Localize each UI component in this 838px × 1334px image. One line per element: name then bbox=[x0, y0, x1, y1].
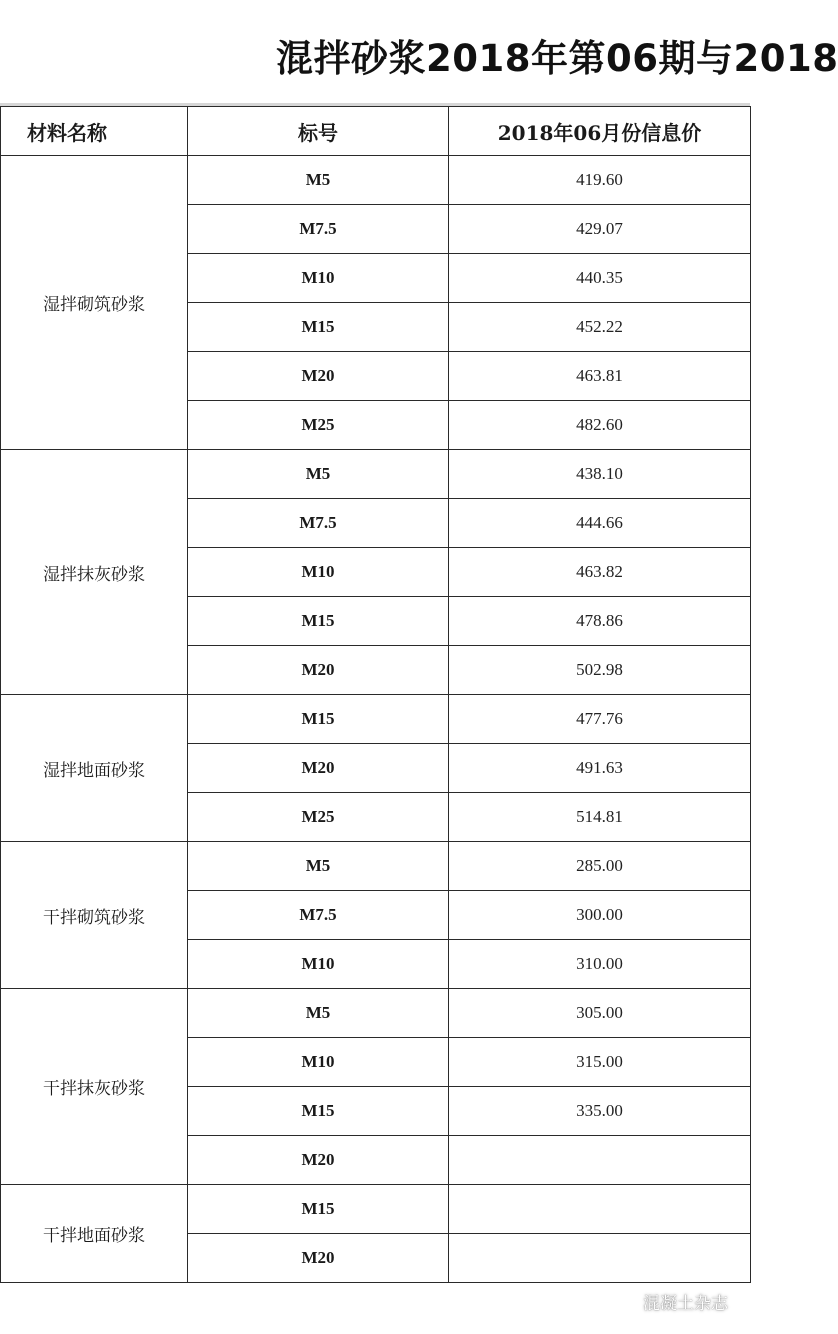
price-cell: 335.00 bbox=[449, 1087, 751, 1136]
table-row bbox=[1, 842, 751, 891]
grade-cell: M15 bbox=[188, 303, 449, 352]
column-header-name: 材料名称 bbox=[1, 107, 188, 156]
price-cell: 300.00 bbox=[449, 891, 751, 940]
price-cell: 463.82 bbox=[449, 548, 751, 597]
grade-cell: M7.5 bbox=[188, 891, 449, 940]
grade-cell: M20 bbox=[188, 1136, 449, 1185]
watermark bbox=[613, 1289, 728, 1314]
price-cell: 305.00 bbox=[449, 989, 751, 1038]
price-cell: 440.35 bbox=[449, 254, 751, 303]
price-cell bbox=[449, 1136, 751, 1185]
grade-cell: M15 bbox=[188, 1087, 449, 1136]
grade-cell: M7.5 bbox=[188, 205, 449, 254]
price-cell: 429.07 bbox=[449, 205, 751, 254]
price-cell: 310.00 bbox=[449, 940, 751, 989]
price-cell: 482.60 bbox=[449, 401, 751, 450]
grade-cell: M15 bbox=[188, 1185, 449, 1234]
document-title: 混拌砂浆2018年第06期与2018 bbox=[276, 37, 838, 80]
grade-cell: M20 bbox=[188, 744, 449, 793]
material-name-cell: 湿拌地面砂浆 bbox=[1, 695, 188, 842]
table-body bbox=[1, 156, 751, 1283]
grade-cell: M15 bbox=[188, 597, 449, 646]
material-name-cell: 干拌地面砂浆 bbox=[1, 1185, 188, 1283]
grade-cell: M5 bbox=[188, 842, 449, 891]
price-cell: 452.22 bbox=[449, 303, 751, 352]
price-cell: 438.10 bbox=[449, 450, 751, 499]
table-row bbox=[1, 695, 751, 744]
price-table bbox=[0, 106, 751, 1283]
material-name-cell: 干拌砌筑砂浆 bbox=[1, 842, 188, 989]
price-cell: 477.76 bbox=[449, 695, 751, 744]
wechat-icon bbox=[613, 1292, 637, 1312]
grade-cell: M25 bbox=[188, 401, 449, 450]
table-row bbox=[1, 1185, 751, 1234]
grade-cell: M25 bbox=[188, 793, 449, 842]
material-name-cell: 湿拌砌筑砂浆 bbox=[1, 156, 188, 450]
table-row bbox=[1, 450, 751, 499]
price-cell: 285.00 bbox=[449, 842, 751, 891]
grade-cell: M20 bbox=[188, 646, 449, 695]
material-name-cell: 湿拌抹灰砂浆 bbox=[1, 450, 188, 695]
grade-cell: M10 bbox=[188, 940, 449, 989]
grade-cell: M20 bbox=[188, 352, 449, 401]
price-cell: 478.86 bbox=[449, 597, 751, 646]
column-header-grade: 标号 bbox=[188, 107, 449, 156]
price-cell: 514.81 bbox=[449, 793, 751, 842]
table-header-row bbox=[1, 107, 751, 156]
table-row bbox=[1, 156, 751, 205]
price-cell: 444.66 bbox=[449, 499, 751, 548]
watermark-text: 混凝土杂志 bbox=[643, 1294, 728, 1314]
grade-cell: M5 bbox=[188, 450, 449, 499]
grade-cell: M5 bbox=[188, 989, 449, 1038]
price-cell: 463.81 bbox=[449, 352, 751, 401]
price-cell: 502.98 bbox=[449, 646, 751, 695]
material-name-cell: 干拌抹灰砂浆 bbox=[1, 989, 188, 1185]
column-header-price: 2018年06月份信息价 bbox=[449, 107, 751, 156]
price-cell bbox=[449, 1234, 751, 1283]
grade-cell: M10 bbox=[188, 548, 449, 597]
table-row bbox=[1, 989, 751, 1038]
price-cell: 315.00 bbox=[449, 1038, 751, 1087]
grade-cell: M5 bbox=[188, 156, 449, 205]
grade-cell: M10 bbox=[188, 254, 449, 303]
price-cell bbox=[449, 1185, 751, 1234]
grade-cell: M7.5 bbox=[188, 499, 449, 548]
grade-cell: M10 bbox=[188, 1038, 449, 1087]
price-cell: 419.60 bbox=[449, 156, 751, 205]
grade-cell: M20 bbox=[188, 1234, 449, 1283]
price-cell: 491.63 bbox=[449, 744, 751, 793]
grade-cell: M15 bbox=[188, 695, 449, 744]
